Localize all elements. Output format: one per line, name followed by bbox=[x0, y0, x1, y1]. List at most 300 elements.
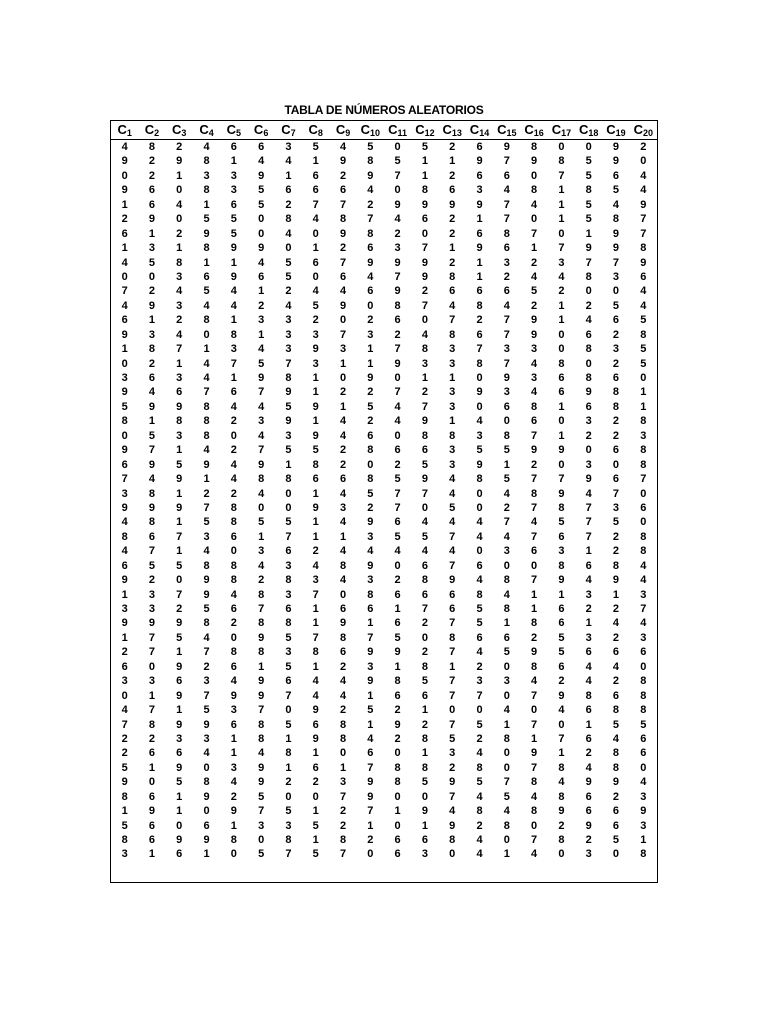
table-cell: 5 bbox=[258, 198, 265, 211]
table-row bbox=[111, 804, 657, 818]
column-header bbox=[411, 121, 438, 139]
column-header-letter: C bbox=[388, 122, 398, 137]
table-cell: 3 bbox=[476, 429, 483, 442]
table-cell: 9 bbox=[421, 198, 428, 211]
column-header-letter: C bbox=[442, 122, 452, 137]
table-cell: 5 bbox=[585, 213, 592, 226]
table-cell: 8 bbox=[640, 328, 647, 341]
table-cell: 3 bbox=[503, 386, 510, 399]
table-cell: 3 bbox=[285, 343, 292, 356]
table-cell: 6 bbox=[585, 704, 592, 717]
table-cell: 0 bbox=[339, 747, 347, 760]
table-cell: 8 bbox=[367, 444, 374, 457]
table-cell: 7 bbox=[531, 473, 538, 486]
table-cell: 8 bbox=[339, 718, 347, 731]
table-cell: 0 bbox=[531, 213, 538, 226]
column-header bbox=[302, 121, 329, 139]
table-cell: 9 bbox=[203, 227, 210, 240]
table-cell: 1 bbox=[531, 603, 538, 615]
table-cell: 1 bbox=[394, 660, 401, 673]
table-cell: 0 bbox=[531, 704, 538, 717]
table-cell: 1 bbox=[285, 732, 292, 745]
table-cell: 6 bbox=[339, 646, 347, 659]
table-row bbox=[111, 414, 657, 428]
table-cell: 2 bbox=[394, 574, 401, 587]
table-cell: 9 bbox=[312, 704, 319, 717]
table-cell: 6 bbox=[176, 848, 183, 861]
table-cell: 6 bbox=[476, 328, 483, 341]
table-cell: 3 bbox=[312, 574, 319, 587]
table-cell: 9 bbox=[367, 776, 374, 789]
table-cell: 5 bbox=[421, 141, 428, 153]
table-cell: 9 bbox=[367, 256, 374, 269]
table-cell: 6 bbox=[121, 660, 128, 673]
table-cell: 1 bbox=[421, 372, 428, 384]
table-cell: 5 bbox=[230, 213, 237, 226]
table-row bbox=[111, 732, 657, 746]
table-cell: 9 bbox=[176, 501, 183, 514]
table-cell: 7 bbox=[148, 444, 155, 457]
table-cell: 4 bbox=[531, 848, 538, 861]
table-cell: 9 bbox=[449, 819, 456, 832]
table-cell: 1 bbox=[230, 732, 237, 745]
table-cell: 5 bbox=[585, 169, 592, 182]
table-cell: 5 bbox=[612, 184, 620, 197]
column-header-index: 5 bbox=[236, 128, 242, 138]
table-row bbox=[111, 616, 657, 630]
table-cell: 0 bbox=[476, 501, 483, 514]
table-cell: 0 bbox=[394, 429, 401, 442]
table-cell: 4 bbox=[394, 415, 401, 428]
table-cell: 8 bbox=[612, 400, 620, 413]
table-cell: 2 bbox=[312, 314, 319, 327]
table-row bbox=[111, 313, 657, 327]
table-cell: 8 bbox=[531, 776, 538, 789]
table-cell: 9 bbox=[148, 805, 155, 818]
table-cell: 1 bbox=[421, 169, 428, 182]
table-cell: 5 bbox=[176, 631, 183, 644]
table-cell: 9 bbox=[531, 646, 538, 659]
table-cell: 9 bbox=[121, 501, 128, 514]
table-cell: 1 bbox=[558, 314, 565, 327]
table-cell: 0 bbox=[258, 213, 265, 226]
table-cell: 1 bbox=[258, 328, 265, 341]
table-cell: 4 bbox=[503, 588, 510, 601]
table-cell: 9 bbox=[121, 386, 128, 399]
table-cell: 9 bbox=[367, 646, 374, 659]
table-cell: 1 bbox=[285, 169, 292, 182]
table-cell: 6 bbox=[421, 213, 428, 226]
table-cell: 5 bbox=[640, 718, 647, 731]
table-cell: 3 bbox=[421, 848, 428, 861]
table-cell: 1 bbox=[121, 198, 128, 211]
table-cell: 8 bbox=[367, 155, 374, 168]
table-cell: 1 bbox=[312, 617, 319, 630]
table-cell: 0 bbox=[558, 343, 565, 356]
table-cell: 9 bbox=[640, 805, 647, 818]
table-cell: 6 bbox=[367, 747, 374, 760]
table-cell: 2 bbox=[449, 227, 456, 240]
column-header-index: 14 bbox=[479, 128, 490, 138]
table-cell: 7 bbox=[531, 429, 538, 442]
table-cell: 2 bbox=[531, 256, 538, 269]
table-cell: 9 bbox=[230, 242, 237, 255]
table-cell: 9 bbox=[531, 155, 538, 168]
table-cell: 6 bbox=[148, 834, 155, 846]
table-row bbox=[111, 169, 657, 183]
table-cell: 9 bbox=[176, 660, 183, 673]
table-cell: 9 bbox=[449, 776, 456, 789]
table-row bbox=[111, 140, 657, 154]
table-cell: 1 bbox=[312, 603, 319, 615]
table-cell: 5 bbox=[558, 631, 565, 644]
table-cell: 4 bbox=[258, 343, 265, 356]
table-cell: 8 bbox=[476, 588, 483, 601]
table-cell: 0 bbox=[503, 834, 510, 846]
column-header-index: 20 bbox=[642, 128, 653, 138]
table-cell: 1 bbox=[585, 718, 592, 731]
table-cell: 9 bbox=[121, 574, 128, 587]
table-cell: 8 bbox=[203, 559, 210, 572]
table-cell: 0 bbox=[394, 790, 401, 803]
table-cell: 4 bbox=[449, 545, 456, 558]
table-cell: 8 bbox=[585, 372, 592, 384]
table-row bbox=[111, 645, 657, 659]
table-cell: 9 bbox=[476, 242, 483, 255]
table-cell: 1 bbox=[176, 444, 183, 457]
table-cell: 4 bbox=[585, 761, 592, 774]
table-cell: 9 bbox=[230, 689, 237, 702]
table-cell: 2 bbox=[148, 285, 155, 298]
table-row bbox=[111, 573, 657, 587]
table-cell: 4 bbox=[312, 559, 319, 572]
table-row bbox=[111, 746, 657, 760]
table-cell: 3 bbox=[176, 372, 183, 384]
table-cell: 8 bbox=[203, 400, 210, 413]
table-cell: 8 bbox=[121, 790, 128, 803]
column-header-letter: C bbox=[199, 122, 209, 137]
table-cell: 5 bbox=[203, 516, 210, 529]
table-cell: 3 bbox=[203, 169, 210, 182]
table-cell: 5 bbox=[258, 357, 265, 370]
table-cell: 0 bbox=[558, 328, 565, 341]
table-cell: 1 bbox=[640, 386, 647, 399]
table-cell: 4 bbox=[339, 487, 347, 500]
table-cell: 8 bbox=[531, 400, 538, 413]
table-cell: 8 bbox=[476, 299, 483, 312]
table-cell: 1 bbox=[558, 588, 565, 601]
table-cell: 7 bbox=[203, 689, 210, 702]
table-cell: 4 bbox=[640, 285, 647, 298]
column-header-letter: C bbox=[360, 122, 370, 137]
table-cell: 3 bbox=[640, 790, 647, 803]
table-cell: 6 bbox=[558, 530, 565, 543]
table-cell: 9 bbox=[148, 400, 155, 413]
table-cell: 3 bbox=[121, 603, 128, 615]
table-cell: 9 bbox=[121, 776, 128, 789]
table-cell: 5 bbox=[367, 487, 374, 500]
table-cell: 3 bbox=[285, 314, 292, 327]
table-cell: 2 bbox=[203, 660, 210, 673]
table-cell: 1 bbox=[230, 155, 237, 168]
table-cell: 6 bbox=[503, 400, 510, 413]
table-cell: 9 bbox=[476, 198, 483, 211]
table-cell: 8 bbox=[258, 718, 265, 731]
table-cell: 8 bbox=[394, 761, 401, 774]
table-cell: 9 bbox=[585, 242, 592, 255]
table-cell: 4 bbox=[258, 400, 265, 413]
column-header-letter: C bbox=[497, 122, 507, 137]
table-cell: 6 bbox=[558, 603, 565, 615]
table-cell: 6 bbox=[285, 675, 292, 688]
table-cell: 8 bbox=[367, 588, 374, 601]
table-cell: 4 bbox=[121, 256, 128, 269]
table-cell: 9 bbox=[203, 790, 210, 803]
table-cell: 8 bbox=[640, 675, 647, 688]
table-cell: 0 bbox=[121, 429, 128, 442]
table-cell: 0 bbox=[421, 314, 428, 327]
column-header bbox=[275, 121, 302, 139]
table-cell: 4 bbox=[230, 588, 237, 601]
table-cell: 0 bbox=[640, 761, 647, 774]
table-cell: 7 bbox=[585, 516, 592, 529]
table-cell: 5 bbox=[176, 458, 183, 471]
table-cell: 9 bbox=[121, 617, 128, 630]
table-cell: 6 bbox=[176, 675, 183, 688]
table-cell: 7 bbox=[339, 848, 347, 861]
table-cell: 7 bbox=[476, 689, 483, 702]
column-header bbox=[329, 121, 356, 139]
table-cell: 9 bbox=[394, 285, 401, 298]
table-cell: 4 bbox=[394, 400, 401, 413]
table-cell: 0 bbox=[367, 458, 374, 471]
table-cell: 3 bbox=[148, 242, 155, 255]
table-cell: 1 bbox=[230, 256, 237, 269]
table-cell: 1 bbox=[230, 314, 237, 327]
table-cell: 3 bbox=[230, 169, 237, 182]
column-header-letter: C bbox=[335, 122, 346, 137]
table-cell: 4 bbox=[258, 429, 265, 442]
table-cell: 1 bbox=[176, 357, 183, 370]
table-cell: 1 bbox=[558, 299, 565, 312]
table-cell: 5 bbox=[121, 400, 128, 413]
table-cell: 9 bbox=[176, 473, 183, 486]
table-cell: 7 bbox=[449, 718, 456, 731]
table-row bbox=[111, 544, 657, 558]
table-cell: 3 bbox=[585, 848, 592, 861]
table-cell: 2 bbox=[421, 718, 428, 731]
table-row bbox=[111, 530, 657, 544]
table-cell: 0 bbox=[531, 169, 538, 182]
table-cell: 1 bbox=[421, 704, 428, 717]
table-cell: 5 bbox=[367, 400, 374, 413]
table-cell: 0 bbox=[612, 285, 620, 298]
table-cell: 8 bbox=[612, 213, 620, 226]
table-cell: 4 bbox=[230, 473, 237, 486]
table-cell: 4 bbox=[258, 559, 265, 572]
table-cell: 4 bbox=[339, 285, 347, 298]
table-cell: 9 bbox=[531, 747, 538, 760]
table-cell: 9 bbox=[585, 473, 592, 486]
table-cell: 6 bbox=[394, 444, 401, 457]
table-cell: 7 bbox=[640, 227, 647, 240]
table-cell: 4 bbox=[503, 487, 510, 500]
table-cell: 3 bbox=[230, 184, 237, 197]
table-cell: 4 bbox=[121, 141, 128, 153]
table-cell: 6 bbox=[476, 631, 483, 644]
table-cell: 2 bbox=[148, 169, 155, 182]
table-cell: 9 bbox=[476, 386, 483, 399]
table-cell: 9 bbox=[121, 444, 128, 457]
table-cell: 6 bbox=[585, 805, 592, 818]
table-cell: 9 bbox=[612, 227, 620, 240]
table-cell: 3 bbox=[121, 487, 128, 500]
table-cell: 8 bbox=[258, 473, 265, 486]
table-cell: 9 bbox=[203, 574, 210, 587]
table-cell: 6 bbox=[285, 184, 292, 197]
table-cell: 6 bbox=[585, 559, 592, 572]
table-cell: 6 bbox=[449, 285, 456, 298]
table-cell: 0 bbox=[449, 704, 456, 717]
table-cell: 1 bbox=[203, 848, 210, 861]
table-cell: 7 bbox=[258, 444, 265, 457]
table-cell: 4 bbox=[394, 545, 401, 558]
table-cell: 7 bbox=[585, 530, 592, 543]
table-cell: 4 bbox=[339, 429, 347, 442]
table-cell: 7 bbox=[558, 732, 565, 745]
table-cell: 6 bbox=[394, 848, 401, 861]
table-cell: 4 bbox=[258, 487, 265, 500]
table-cell: 0 bbox=[476, 704, 483, 717]
table-cell: 8 bbox=[476, 357, 483, 370]
table-cell: 0 bbox=[531, 819, 538, 832]
table-cell: 0 bbox=[258, 501, 265, 514]
table-cell: 9 bbox=[640, 198, 647, 211]
table-cell: 1 bbox=[230, 819, 237, 832]
table-cell: 6 bbox=[258, 141, 265, 153]
table-cell: 9 bbox=[367, 790, 374, 803]
table-cell: 2 bbox=[612, 790, 620, 803]
table-cell: 9 bbox=[176, 834, 183, 846]
table-cell: 8 bbox=[421, 429, 428, 442]
table-cell: 7 bbox=[339, 198, 347, 211]
column-header-letter: C bbox=[117, 122, 127, 137]
table-cell: 0 bbox=[558, 141, 565, 153]
table-row bbox=[111, 718, 657, 732]
table-row bbox=[111, 256, 657, 270]
table-cell: 1 bbox=[203, 256, 210, 269]
table-cell: 9 bbox=[394, 198, 401, 211]
table-cell: 1 bbox=[558, 400, 565, 413]
table-cell: 7 bbox=[394, 270, 401, 283]
table-cell: 5 bbox=[612, 299, 620, 312]
table-row bbox=[111, 775, 657, 789]
table-cell: 9 bbox=[121, 184, 128, 197]
table-cell: 5 bbox=[585, 198, 592, 211]
table-cell: 7 bbox=[449, 617, 456, 630]
table-cell: 4 bbox=[640, 184, 647, 197]
table-cell: 4 bbox=[203, 141, 210, 153]
table-cell: 8 bbox=[503, 574, 510, 587]
table-row bbox=[111, 183, 657, 197]
table-cell: 6 bbox=[394, 516, 401, 529]
table-cell: 0 bbox=[476, 545, 483, 558]
table-cell: 3 bbox=[203, 675, 210, 688]
table-cell: 6 bbox=[394, 834, 401, 846]
table-cell: 2 bbox=[339, 819, 347, 832]
table-cell: 1 bbox=[176, 646, 183, 659]
table-cell: 1 bbox=[121, 242, 128, 255]
table-cell: 8 bbox=[285, 574, 292, 587]
column-header bbox=[357, 121, 384, 139]
table-cell: 6 bbox=[230, 141, 237, 153]
table-cell: 6 bbox=[230, 718, 237, 731]
table-cell: 7 bbox=[312, 198, 319, 211]
table-cell: 4 bbox=[230, 400, 237, 413]
table-cell: 0 bbox=[285, 487, 292, 500]
table-cell: 3 bbox=[230, 343, 237, 356]
table-cell: 0 bbox=[503, 761, 510, 774]
table-cell: 6 bbox=[558, 386, 565, 399]
table-cell: 7 bbox=[503, 213, 510, 226]
table-cell: 8 bbox=[612, 704, 620, 717]
table-cell: 6 bbox=[394, 617, 401, 630]
table-cell: 7 bbox=[531, 501, 538, 514]
table-cell: 4 bbox=[285, 299, 292, 312]
table-cell: 2 bbox=[339, 169, 347, 182]
table-cell: 4 bbox=[421, 545, 428, 558]
table-cell: 4 bbox=[503, 184, 510, 197]
table-cell: 4 bbox=[339, 415, 347, 428]
table-cell: 2 bbox=[230, 487, 237, 500]
table-cell: 9 bbox=[585, 776, 592, 789]
table-cell: 5 bbox=[367, 141, 374, 153]
table-row bbox=[111, 458, 657, 472]
table-cell: 2 bbox=[612, 357, 620, 370]
table-cell: 4 bbox=[339, 516, 347, 529]
table-cell: 0 bbox=[476, 400, 483, 413]
table-cell: 2 bbox=[531, 299, 538, 312]
table-cell: 0 bbox=[585, 444, 592, 457]
table-cell: 8 bbox=[367, 473, 374, 486]
table-cell: 3 bbox=[258, 314, 265, 327]
table-cell: 9 bbox=[258, 169, 265, 182]
table-cell: 7 bbox=[148, 704, 155, 717]
table-row bbox=[111, 501, 657, 515]
table-cell: 9 bbox=[203, 834, 210, 846]
table-cell: 6 bbox=[203, 819, 210, 832]
table-cell: 0 bbox=[230, 848, 237, 861]
table-cell: 4 bbox=[612, 732, 620, 745]
table-cell: 0 bbox=[449, 848, 456, 861]
column-header-letter: C bbox=[633, 122, 643, 137]
column-header-letter: C bbox=[551, 122, 562, 137]
table-cell: 2 bbox=[367, 386, 374, 399]
table-cell: 6 bbox=[312, 256, 319, 269]
table-cell: 8 bbox=[339, 834, 347, 846]
table-cell: 3 bbox=[285, 588, 292, 601]
table-cell: 9 bbox=[312, 429, 319, 442]
table-cell: 9 bbox=[258, 689, 265, 702]
table-cell: 4 bbox=[476, 747, 483, 760]
column-header-index: 19 bbox=[615, 128, 626, 138]
column-header-index: 13 bbox=[451, 128, 462, 138]
table-cell: 9 bbox=[531, 314, 538, 327]
table-cell: 2 bbox=[148, 357, 155, 370]
table-cell: 0 bbox=[258, 834, 265, 846]
table-cell: 6 bbox=[312, 473, 319, 486]
table-cell: 6 bbox=[640, 747, 647, 760]
